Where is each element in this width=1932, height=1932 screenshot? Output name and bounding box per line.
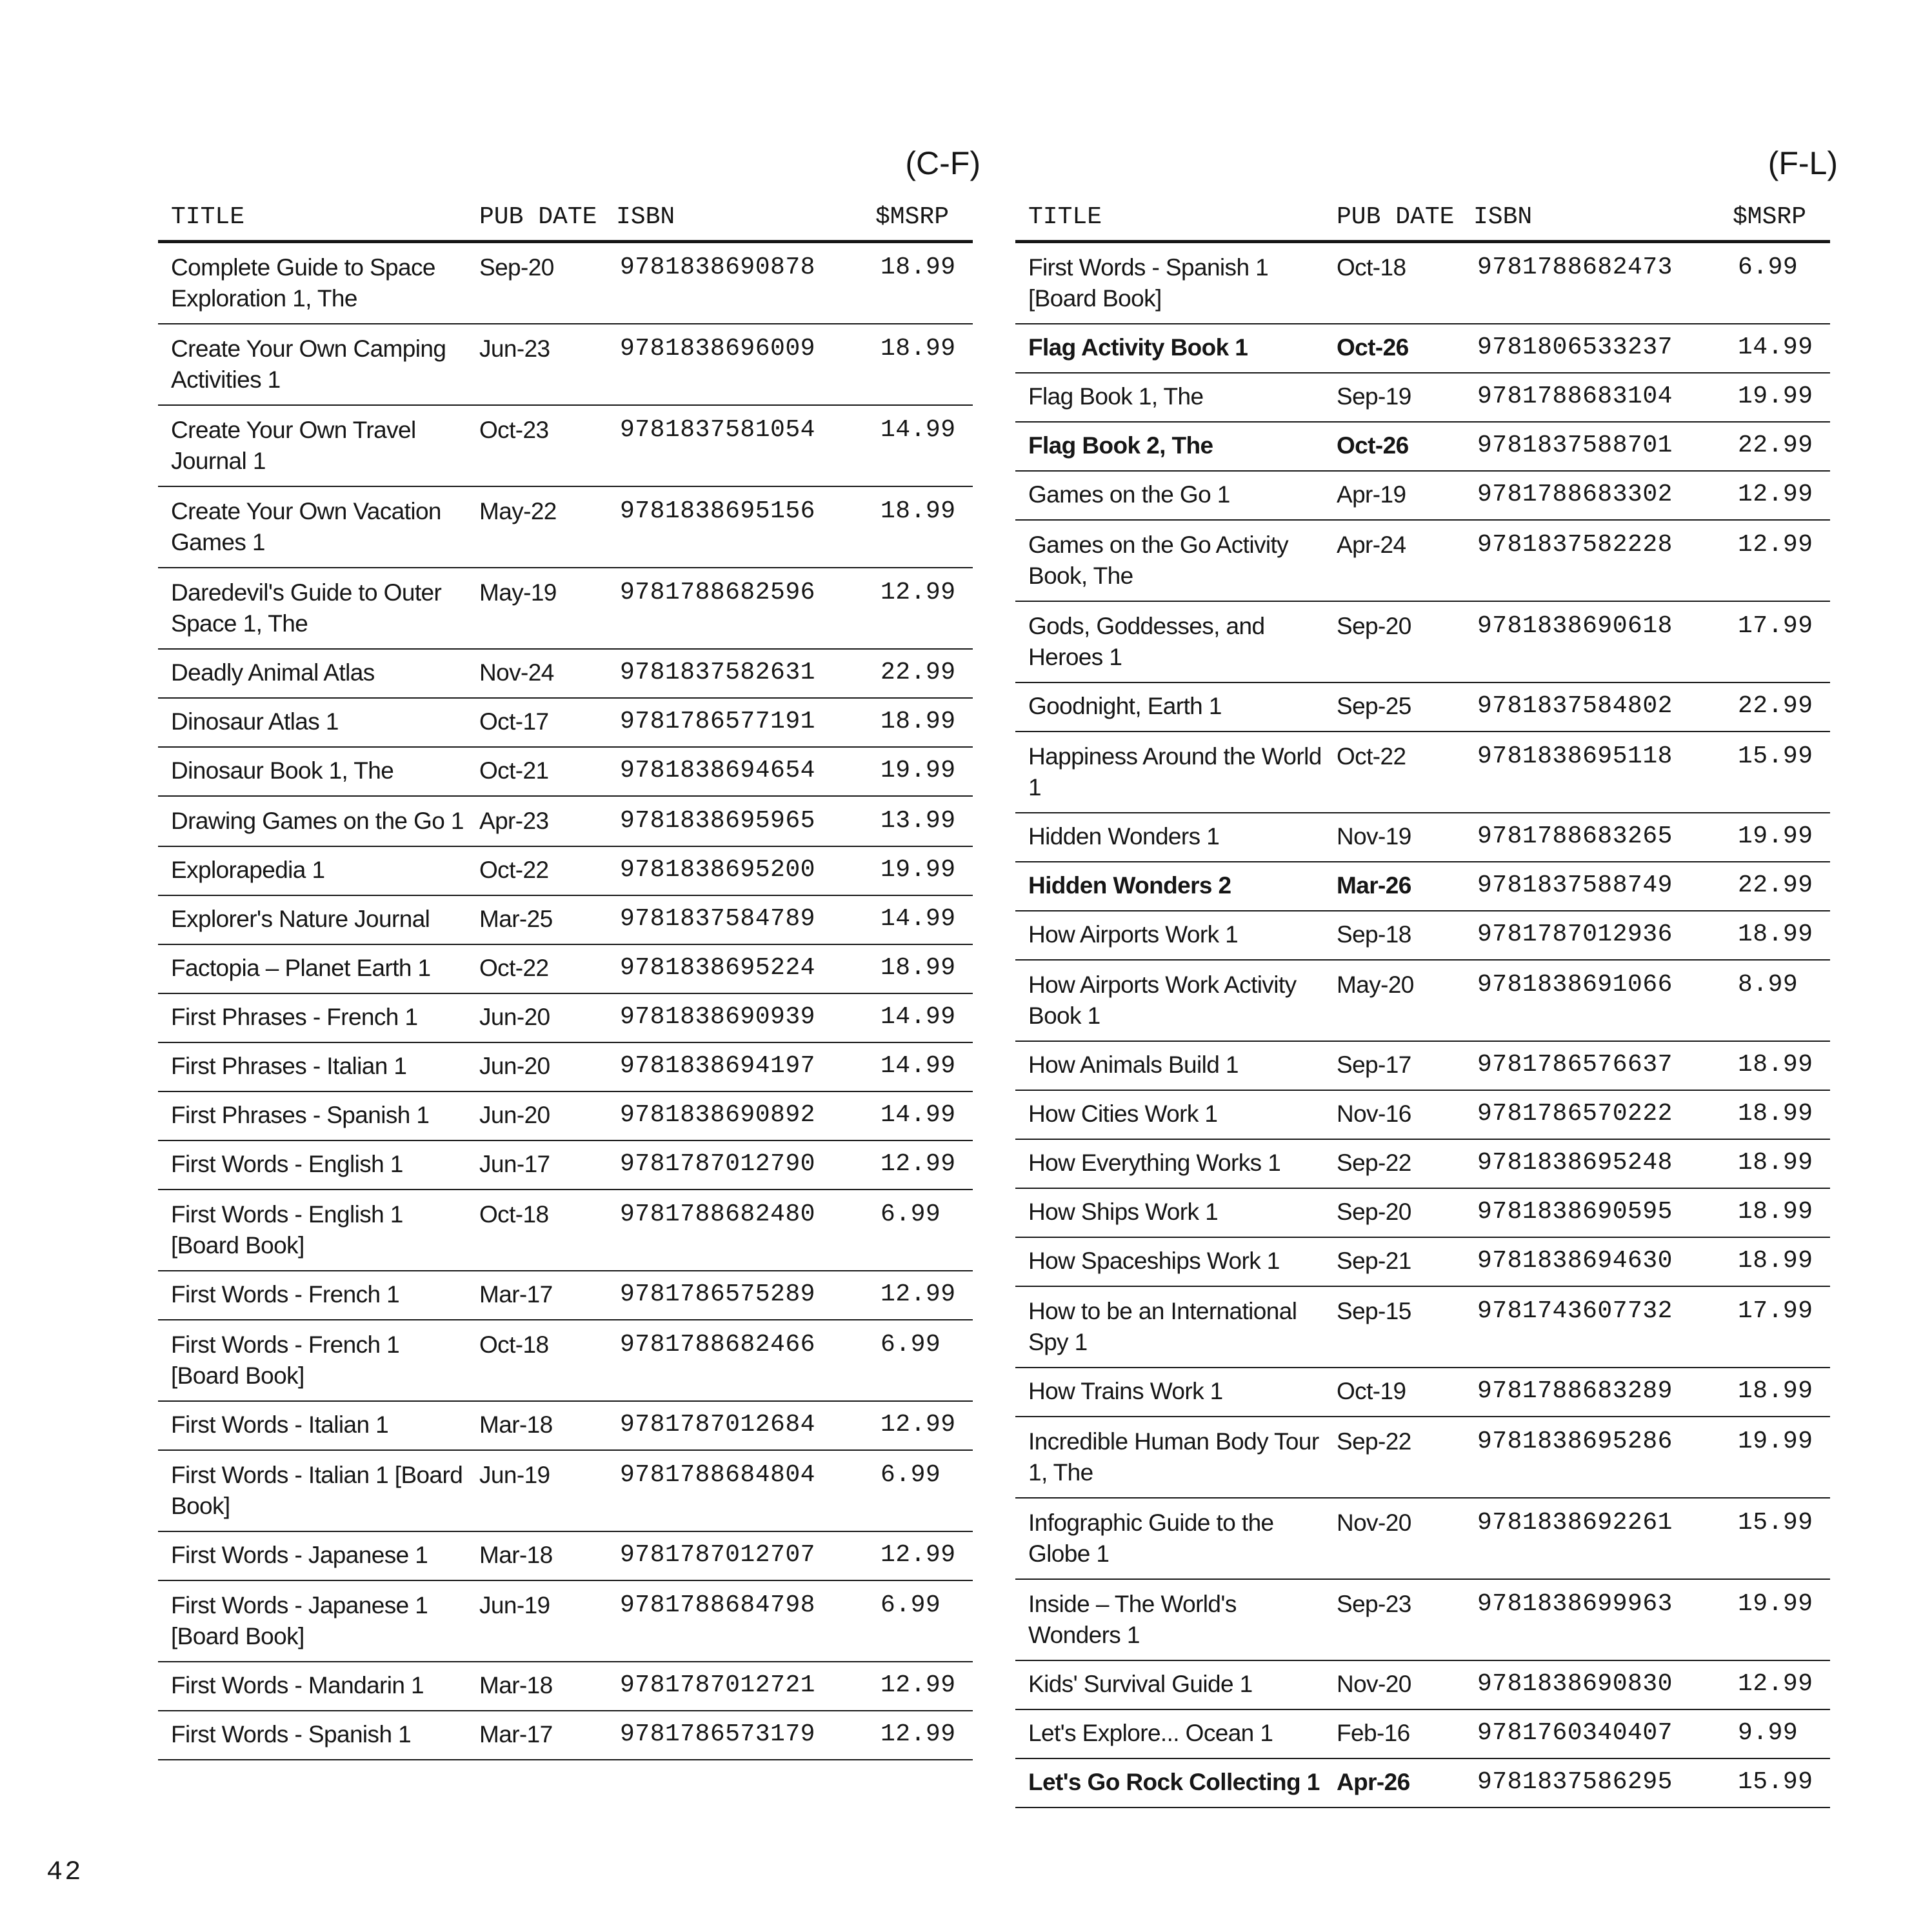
title-cell: Complete Guide to Space Exploration 1, The xyxy=(158,242,466,324)
title-cell: Dinosaur Atlas 1 xyxy=(158,698,466,747)
isbn-cell: 9781787012721 xyxy=(603,1662,862,1711)
table-body xyxy=(1015,242,1830,1808)
isbn-cell: 9781788684798 xyxy=(603,1580,862,1662)
isbn-cell: 9781838695965 xyxy=(603,796,862,846)
pub-date-cell: Nov-20 xyxy=(1324,1498,1460,1579)
title-cell: First Phrases - Spanish 1 xyxy=(158,1091,466,1140)
pub-date-cell: May-22 xyxy=(466,486,603,568)
isbn-cell: 9781838694197 xyxy=(603,1042,862,1091)
pub-date-cell: Sep-22 xyxy=(1324,1417,1460,1498)
title-cell: How Trains Work 1 xyxy=(1015,1368,1324,1417)
isbn-cell: 9781838690939 xyxy=(603,993,862,1042)
table-row xyxy=(1015,682,1830,732)
pub-date-cell: Jun-20 xyxy=(466,993,603,1042)
isbn-cell: 9781786576637 xyxy=(1460,1041,1720,1090)
pub-date-cell: Mar-18 xyxy=(466,1662,603,1711)
isbn-cell: 9781838695224 xyxy=(603,944,862,993)
isbn-cell: 9781838695200 xyxy=(603,846,862,895)
table-row xyxy=(1015,601,1830,682)
pub-date-cell: Sep-21 xyxy=(1324,1237,1460,1286)
title-cell: Games on the Go 1 xyxy=(1015,471,1324,520)
msrp-cell: 6.99 xyxy=(862,1190,973,1271)
pub-date-cell: Oct-21 xyxy=(466,747,603,796)
pub-date-cell: Oct-22 xyxy=(466,846,603,895)
pub-date-cell: May-20 xyxy=(1324,960,1460,1041)
title-cell: Hidden Wonders 2 xyxy=(1015,862,1324,911)
msrp-cell: 18.99 xyxy=(1720,1090,1830,1139)
isbn-cell: 9781838690595 xyxy=(1460,1188,1720,1237)
table-body xyxy=(158,242,973,1760)
pub-date-cell: Sep-17 xyxy=(1324,1041,1460,1090)
table-row xyxy=(1015,1188,1830,1237)
page-number: 42 xyxy=(46,1857,83,1887)
msrp-cell: 12.99 xyxy=(1720,1660,1830,1709)
pub-date-cell: Oct-22 xyxy=(1324,732,1460,813)
msrp-cell: 22.99 xyxy=(862,649,973,698)
msrp-cell: 15.99 xyxy=(1720,1498,1830,1579)
table-row xyxy=(158,1401,973,1450)
title-cell: Explorapedia 1 xyxy=(158,846,466,895)
pub-date-cell: Apr-19 xyxy=(1324,471,1460,520)
pub-date-cell: Sep-19 xyxy=(1324,373,1460,422)
title-cell: Kids' Survival Guide 1 xyxy=(1015,1660,1324,1709)
msrp-cell: 12.99 xyxy=(862,1271,973,1320)
title-cell: How Airports Work Activity Book 1 xyxy=(1015,960,1324,1041)
table-row xyxy=(1015,1579,1830,1660)
msrp-cell: 19.99 xyxy=(1720,373,1830,422)
msrp-cell: 17.99 xyxy=(1720,601,1830,682)
msrp-cell: 18.99 xyxy=(1720,911,1830,960)
title-cell: Infographic Guide to the Globe 1 xyxy=(1015,1498,1324,1579)
msrp-cell: 18.99 xyxy=(1720,1139,1830,1188)
msrp-cell: 8.99 xyxy=(1720,960,1830,1041)
msrp-cell: 12.99 xyxy=(862,1711,973,1760)
table-row xyxy=(158,1190,973,1271)
pub-date-cell: Jun-23 xyxy=(466,324,603,405)
isbn-cell: 9781837584789 xyxy=(603,895,862,944)
title-cell: First Phrases - Italian 1 xyxy=(158,1042,466,1091)
isbn-cell: 9781838690892 xyxy=(603,1091,862,1140)
column-header-msrp: $MSRP xyxy=(862,194,973,242)
table-row xyxy=(1015,373,1830,422)
table-row xyxy=(1015,911,1830,960)
pub-date-cell: Nov-16 xyxy=(1324,1090,1460,1139)
pub-date-cell: Oct-18 xyxy=(1324,242,1460,324)
table-header xyxy=(1015,194,1830,242)
pub-date-cell: Jun-19 xyxy=(466,1450,603,1531)
title-cell: Deadly Animal Atlas xyxy=(158,649,466,698)
pub-date-cell: Jun-20 xyxy=(466,1042,603,1091)
table-row xyxy=(158,1042,973,1091)
pub-date-cell: Oct-26 xyxy=(1324,324,1460,373)
title-cell: First Words - Japanese 1 xyxy=(158,1531,466,1580)
title-cell: Explorer's Nature Journal xyxy=(158,895,466,944)
title-cell: Inside – The World's Wonders 1 xyxy=(1015,1579,1324,1660)
table-row xyxy=(1015,1139,1830,1188)
title-cell: Flag Book 2, The xyxy=(1015,422,1324,471)
msrp-cell: 14.99 xyxy=(862,895,973,944)
pub-date-cell: Sep-20 xyxy=(466,242,603,324)
msrp-cell: 17.99 xyxy=(1720,1286,1830,1368)
isbn-cell: 9781788682466 xyxy=(603,1320,862,1401)
title-cell: First Phrases - French 1 xyxy=(158,993,466,1042)
title-cell: Flag Activity Book 1 xyxy=(1015,324,1324,373)
title-cell: How Animals Build 1 xyxy=(1015,1041,1324,1090)
table-row xyxy=(158,1662,973,1711)
table-row xyxy=(158,242,973,324)
pub-date-cell: Sep-18 xyxy=(1324,911,1460,960)
pub-date-cell: May-19 xyxy=(466,568,603,649)
msrp-cell: 18.99 xyxy=(862,486,973,568)
msrp-cell: 6.99 xyxy=(862,1320,973,1401)
msrp-cell: 19.99 xyxy=(862,846,973,895)
pub-date-cell: Jun-17 xyxy=(466,1140,603,1190)
table-row xyxy=(1015,520,1830,601)
isbn-cell: 9781838695156 xyxy=(603,486,862,568)
msrp-cell: 19.99 xyxy=(1720,1579,1830,1660)
msrp-cell: 6.99 xyxy=(1720,242,1830,324)
title-cell: First Words - Italian 1 xyxy=(158,1401,466,1450)
table-row xyxy=(1015,1090,1830,1139)
column-header-pub-date: PUB DATE xyxy=(466,194,603,242)
isbn-cell: 9781838690618 xyxy=(1460,601,1720,682)
msrp-cell: 19.99 xyxy=(1720,1417,1830,1498)
table-row xyxy=(158,1711,973,1760)
pub-date-cell: Sep-22 xyxy=(1324,1139,1460,1188)
msrp-cell: 13.99 xyxy=(862,796,973,846)
table-row xyxy=(158,993,973,1042)
isbn-cell: 9781838692261 xyxy=(1460,1498,1720,1579)
title-cell: Let's Explore... Ocean 1 xyxy=(1015,1709,1324,1758)
table-row xyxy=(158,1320,973,1401)
msrp-cell: 14.99 xyxy=(862,1042,973,1091)
catalog-table xyxy=(158,194,973,1760)
pub-date-cell: Sep-23 xyxy=(1324,1579,1460,1660)
isbn-cell: 9781838695248 xyxy=(1460,1139,1720,1188)
msrp-cell: 12.99 xyxy=(1720,520,1830,601)
pub-date-cell: Sep-25 xyxy=(1324,682,1460,732)
isbn-cell: 9781837582228 xyxy=(1460,520,1720,601)
msrp-cell: 18.99 xyxy=(1720,1041,1830,1090)
msrp-cell: 18.99 xyxy=(1720,1237,1830,1286)
msrp-cell: 12.99 xyxy=(862,1662,973,1711)
catalog-table xyxy=(1015,194,1830,1808)
pub-date-cell: Jun-20 xyxy=(466,1091,603,1140)
table-row xyxy=(1015,1498,1830,1579)
table-row xyxy=(1015,1237,1830,1286)
isbn-cell: 9781786575289 xyxy=(603,1271,862,1320)
msrp-cell: 12.99 xyxy=(862,568,973,649)
msrp-cell: 12.99 xyxy=(862,1140,973,1190)
isbn-cell: 9781743607732 xyxy=(1460,1286,1720,1368)
table-row xyxy=(158,944,973,993)
pub-date-cell: Sep-20 xyxy=(1324,1188,1460,1237)
isbn-cell: 9781838691066 xyxy=(1460,960,1720,1041)
table-row xyxy=(158,649,973,698)
title-cell: First Words - French 1 [Board Book] xyxy=(158,1320,466,1401)
title-cell: Goodnight, Earth 1 xyxy=(1015,682,1324,732)
pub-date-cell: Nov-24 xyxy=(466,649,603,698)
table-row xyxy=(158,796,973,846)
pub-date-cell: Oct-19 xyxy=(1324,1368,1460,1417)
table-row xyxy=(1015,862,1830,911)
column-header-msrp: $MSRP xyxy=(1720,194,1830,242)
isbn-cell: 9781838694630 xyxy=(1460,1237,1720,1286)
title-cell: Incredible Human Body Tour 1, The xyxy=(1015,1417,1324,1498)
column-header-title: TITLE xyxy=(158,194,466,242)
isbn-cell: 9781788682480 xyxy=(603,1190,862,1271)
table-row xyxy=(1015,1041,1830,1090)
msrp-cell: 22.99 xyxy=(1720,422,1830,471)
isbn-cell: 9781787012684 xyxy=(603,1401,862,1450)
table-row xyxy=(1015,1758,1830,1808)
pub-date-cell: Mar-25 xyxy=(466,895,603,944)
isbn-cell: 9781837584802 xyxy=(1460,682,1720,732)
isbn-cell: 9781760340407 xyxy=(1460,1709,1720,1758)
isbn-cell: 9781806533237 xyxy=(1460,324,1720,373)
title-cell: How Everything Works 1 xyxy=(1015,1139,1324,1188)
pub-date-cell: Mar-17 xyxy=(466,1271,603,1320)
pub-date-cell: Oct-18 xyxy=(466,1190,603,1271)
msrp-cell: 14.99 xyxy=(862,405,973,486)
msrp-cell: 22.99 xyxy=(1720,682,1830,732)
table-row xyxy=(1015,324,1830,373)
title-cell: Happiness Around the World 1 xyxy=(1015,732,1324,813)
table-row xyxy=(158,895,973,944)
isbn-cell: 9781838695118 xyxy=(1460,732,1720,813)
table-row xyxy=(158,1580,973,1662)
msrp-cell: 19.99 xyxy=(1720,813,1830,862)
msrp-cell: 18.99 xyxy=(862,242,973,324)
title-cell: Hidden Wonders 1 xyxy=(1015,813,1324,862)
table-row xyxy=(158,1140,973,1190)
msrp-cell: 15.99 xyxy=(1720,1758,1830,1808)
isbn-cell: 9781786570222 xyxy=(1460,1090,1720,1139)
msrp-cell: 18.99 xyxy=(862,324,973,405)
pub-date-cell: Oct-18 xyxy=(466,1320,603,1401)
pub-date-cell: Mar-26 xyxy=(1324,862,1460,911)
table-row xyxy=(1015,1660,1830,1709)
msrp-cell: 22.99 xyxy=(1720,862,1830,911)
title-cell: First Words - Japanese 1 [Board Book] xyxy=(158,1580,466,1662)
msrp-cell: 15.99 xyxy=(1720,732,1830,813)
msrp-cell: 6.99 xyxy=(862,1580,973,1662)
range-label: (F-L) xyxy=(1768,145,1838,181)
title-cell: Dinosaur Book 1, The xyxy=(158,747,466,796)
msrp-cell: 14.99 xyxy=(862,993,973,1042)
msrp-cell: 19.99 xyxy=(862,747,973,796)
table-header xyxy=(158,194,973,242)
pub-date-cell: Apr-23 xyxy=(466,796,603,846)
isbn-cell: 9781787012707 xyxy=(603,1531,862,1580)
range-label: (C-F) xyxy=(905,145,981,181)
table-row xyxy=(158,568,973,649)
table-row xyxy=(1015,1417,1830,1498)
pub-date-cell: Mar-18 xyxy=(466,1531,603,1580)
isbn-cell: 9781837588701 xyxy=(1460,422,1720,471)
isbn-cell: 9781838694654 xyxy=(603,747,862,796)
title-cell: Let's Go Rock Collecting 1 xyxy=(1015,1758,1324,1808)
msrp-cell: 12.99 xyxy=(1720,471,1830,520)
title-cell: Drawing Games on the Go 1 xyxy=(158,796,466,846)
title-cell: First Words - Mandarin 1 xyxy=(158,1662,466,1711)
table-row xyxy=(158,324,973,405)
msrp-cell: 9.99 xyxy=(1720,1709,1830,1758)
isbn-cell: 9781788683104 xyxy=(1460,373,1720,422)
msrp-cell: 18.99 xyxy=(1720,1188,1830,1237)
table-row xyxy=(1015,813,1830,862)
isbn-cell: 9781788682473 xyxy=(1460,242,1720,324)
column-header-isbn: ISBN xyxy=(1460,194,1720,242)
pub-date-cell: Jun-19 xyxy=(466,1580,603,1662)
isbn-cell: 9781788683289 xyxy=(1460,1368,1720,1417)
isbn-cell: 9781786577191 xyxy=(603,698,862,747)
title-cell: First Words - English 1 [Board Book] xyxy=(158,1190,466,1271)
pub-date-cell: Feb-16 xyxy=(1324,1709,1460,1758)
isbn-cell: 9781788684804 xyxy=(603,1450,862,1531)
pub-date-cell: Sep-20 xyxy=(1324,601,1460,682)
table-row xyxy=(158,486,973,568)
table-row xyxy=(1015,422,1830,471)
pub-date-cell: Oct-26 xyxy=(1324,422,1460,471)
isbn-cell: 9781838690830 xyxy=(1460,1660,1720,1709)
isbn-cell: 9781837582631 xyxy=(603,649,862,698)
table-row xyxy=(1015,242,1830,324)
title-cell: First Words - Spanish 1 [Board Book] xyxy=(1015,242,1324,324)
isbn-cell: 9781787012936 xyxy=(1460,911,1720,960)
table-row xyxy=(158,1531,973,1580)
title-cell: How Ships Work 1 xyxy=(1015,1188,1324,1237)
table-row xyxy=(158,1271,973,1320)
pub-date-cell: Sep-15 xyxy=(1324,1286,1460,1368)
title-cell: Factopia – Planet Earth 1 xyxy=(158,944,466,993)
isbn-cell: 9781838696009 xyxy=(603,324,862,405)
title-cell: Flag Book 1, The xyxy=(1015,373,1324,422)
isbn-cell: 9781838695286 xyxy=(1460,1417,1720,1498)
isbn-cell: 9781837581054 xyxy=(603,405,862,486)
table-row xyxy=(158,846,973,895)
title-cell: Create Your Own Travel Journal 1 xyxy=(158,405,466,486)
isbn-cell: 9781786573179 xyxy=(603,1711,862,1760)
msrp-cell: 18.99 xyxy=(1720,1368,1830,1417)
table-row xyxy=(158,747,973,796)
table-row xyxy=(1015,471,1830,520)
table-row xyxy=(1015,1286,1830,1368)
msrp-cell: 12.99 xyxy=(862,1401,973,1450)
pub-date-cell: Mar-17 xyxy=(466,1711,603,1760)
column-header-title: TITLE xyxy=(1015,194,1324,242)
isbn-cell: 9781787012790 xyxy=(603,1140,862,1190)
msrp-cell: 14.99 xyxy=(862,1091,973,1140)
table-row xyxy=(158,698,973,747)
column-header-pub-date: PUB DATE xyxy=(1324,194,1460,242)
msrp-cell: 18.99 xyxy=(862,944,973,993)
title-cell: Create Your Own Camping Activities 1 xyxy=(158,324,466,405)
title-cell: How Airports Work 1 xyxy=(1015,911,1324,960)
title-cell: How Spaceships Work 1 xyxy=(1015,1237,1324,1286)
isbn-cell: 9781788682596 xyxy=(603,568,862,649)
title-cell: First Words - French 1 xyxy=(158,1271,466,1320)
table-row xyxy=(1015,732,1830,813)
title-cell: Gods, Goddesses, and Heroes 1 xyxy=(1015,601,1324,682)
title-cell: Daredevil's Guide to Outer Space 1, The xyxy=(158,568,466,649)
msrp-cell: 18.99 xyxy=(862,698,973,747)
pub-date-cell: Apr-24 xyxy=(1324,520,1460,601)
isbn-cell: 9781838690878 xyxy=(603,242,862,324)
title-cell: First Words - English 1 xyxy=(158,1140,466,1190)
pub-date-cell: Mar-18 xyxy=(466,1401,603,1450)
isbn-cell: 9781838699963 xyxy=(1460,1579,1720,1660)
isbn-cell: 9781788683302 xyxy=(1460,471,1720,520)
title-cell: First Words - Italian 1 [Board Book] xyxy=(158,1450,466,1531)
title-cell: Games on the Go Activity Book, The xyxy=(1015,520,1324,601)
table-row xyxy=(1015,1709,1830,1758)
table-row xyxy=(158,1091,973,1140)
pub-date-cell: Nov-20 xyxy=(1324,1660,1460,1709)
msrp-cell: 12.99 xyxy=(862,1531,973,1580)
msrp-cell: 6.99 xyxy=(862,1450,973,1531)
table-row xyxy=(1015,1368,1830,1417)
pub-date-cell: Oct-23 xyxy=(466,405,603,486)
pub-date-cell: Apr-26 xyxy=(1324,1758,1460,1808)
pub-date-cell: Oct-22 xyxy=(466,944,603,993)
pub-date-cell: Oct-17 xyxy=(466,698,603,747)
isbn-cell: 9781837588749 xyxy=(1460,862,1720,911)
table-row xyxy=(1015,960,1830,1041)
msrp-cell: 14.99 xyxy=(1720,324,1830,373)
isbn-cell: 9781837586295 xyxy=(1460,1758,1720,1808)
title-cell: How Cities Work 1 xyxy=(1015,1090,1324,1139)
title-cell: First Words - Spanish 1 xyxy=(158,1711,466,1760)
title-cell: Create Your Own Vacation Games 1 xyxy=(158,486,466,568)
table-row xyxy=(158,405,973,486)
pub-date-cell: Nov-19 xyxy=(1324,813,1460,862)
title-cell: How to be an International Spy 1 xyxy=(1015,1286,1324,1368)
column-header-isbn: ISBN xyxy=(603,194,862,242)
isbn-cell: 9781788683265 xyxy=(1460,813,1720,862)
table-row xyxy=(158,1450,973,1531)
